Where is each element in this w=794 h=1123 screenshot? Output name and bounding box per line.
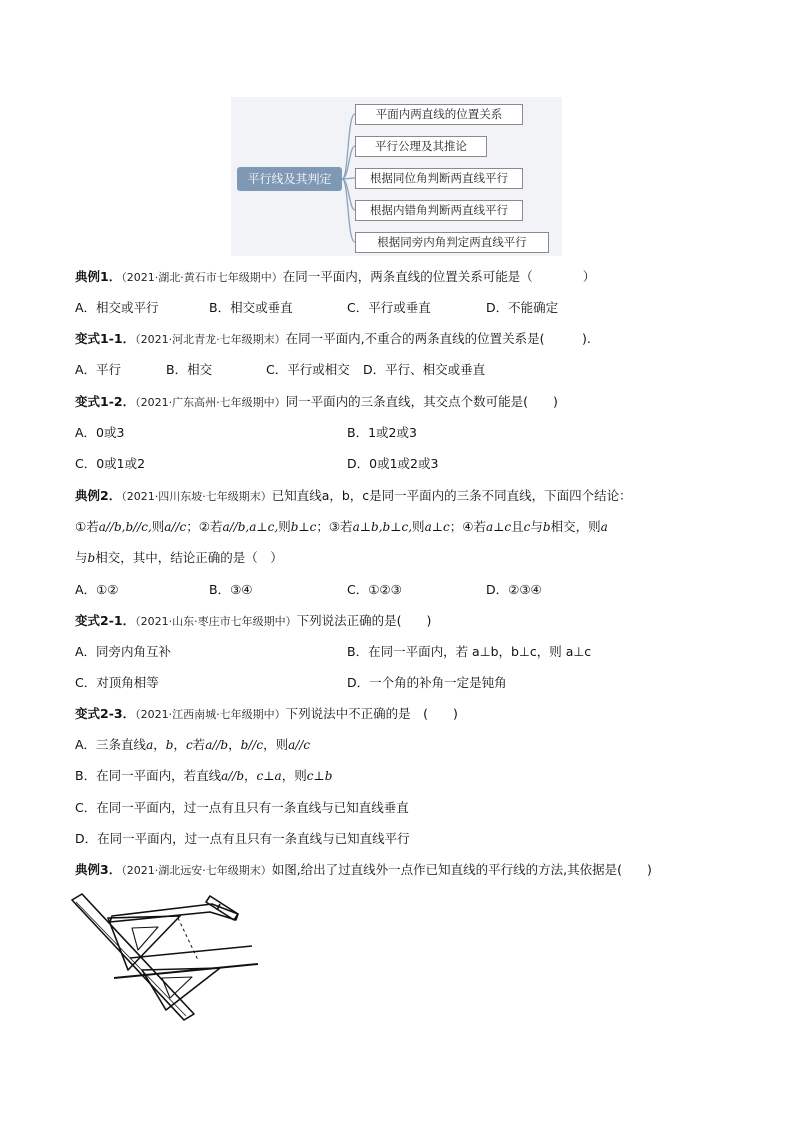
option-b: B．③④: [209, 582, 253, 597]
option-d: D．②③④: [486, 582, 542, 597]
text: ；③若: [316, 519, 353, 534]
text: B．在同一平面内，若直线: [75, 768, 222, 783]
math: b: [87, 551, 96, 565]
question-stem: 已知直线a，b，c是同一平面内的三条不同直线，下面四个结论：: [271, 488, 632, 503]
mindmap-branch-1: 平面内两直线的位置关系: [355, 104, 523, 125]
text: ，: [153, 737, 166, 752]
mindmap-branch-3: 根据同位角判断两直线平行: [355, 168, 523, 189]
option-d: D．在同一平面内，过一点有且只有一条直线与已知直线平行: [75, 831, 410, 846]
question-label: 变式1-1．: [75, 331, 136, 346]
text: 且: [511, 519, 524, 534]
mindmap-root: 平行线及其判定: [237, 167, 342, 191]
math: c: [523, 520, 531, 534]
question-1-2: [75, 394, 558, 411]
question-label: 典例3．: [75, 862, 122, 877]
text: 则: [151, 519, 165, 534]
text: 则: [278, 519, 291, 534]
text: A．三条直线: [75, 737, 147, 752]
math: a//c: [288, 738, 311, 752]
question-stem: 在同一平面内,不重合的两条直线的位置关系是( ).: [285, 331, 591, 346]
text: 相交，其中，结论正确的是（ ）: [95, 550, 283, 565]
question-label: 变式2-1．: [75, 613, 136, 628]
question-source: （2021·湖北·黄石市七年级期中）: [121, 271, 283, 284]
question-3: [75, 862, 652, 879]
option-d: D．不能确定: [486, 300, 559, 315]
question-source: （2021·江西南城·七年级期中）: [135, 708, 286, 721]
option-b: B．相交或垂直: [209, 300, 293, 315]
question-label: 典例2．: [75, 488, 122, 503]
text: ；②若: [186, 519, 223, 534]
option-c: C．在同一平面内，过一点有且只有一条直线与已知直线垂直: [75, 800, 409, 815]
question-label: 变式1-2．: [75, 394, 136, 409]
ruler-triangle-figure: [70, 888, 260, 1028]
text: 相交，则: [550, 519, 601, 534]
question-2-stem-end: [75, 550, 283, 566]
text: 若: [192, 737, 206, 752]
text: 则: [412, 519, 425, 534]
text: ①若: [75, 519, 99, 534]
option-a: A．平行: [75, 362, 122, 377]
question-1: [75, 269, 595, 286]
question-source: （2021·山东·枣庄市七年级期中）: [135, 615, 297, 628]
option-c: C．平行或相交: [266, 362, 350, 377]
question-stem: 同一平面内的三条直线，其交点个数可能是( ): [285, 394, 558, 409]
option-a: A．0或3: [75, 425, 125, 440]
math: c⊥a: [256, 769, 282, 783]
text: ，: [244, 768, 257, 783]
math: c⊥b: [306, 769, 333, 783]
math: a//b: [221, 769, 244, 783]
text: ；④若: [449, 519, 486, 534]
question-stem: 如图,给出了过直线外一点作已知直线的平行线的方法,其依据是( ): [271, 862, 652, 877]
option-b: [75, 768, 332, 784]
option-b: B．相交: [166, 362, 213, 377]
option-c: C．0或1或2: [75, 456, 146, 471]
option-b: B．1或2或3: [347, 425, 417, 440]
math: a⊥c: [485, 520, 512, 534]
math: a: [146, 738, 154, 752]
question-stem: 下列说法正确的是( ): [296, 613, 432, 628]
question-source: （2021·四川东坡·七年级期末）: [121, 490, 272, 503]
math: a//b,a⊥c,: [222, 520, 279, 534]
math: b⊥c: [290, 520, 317, 534]
mindmap-branch-5: 根据同旁内角判定两直线平行: [355, 232, 549, 253]
math: a//b,b//c,: [98, 520, 152, 534]
mindmap-branch-2: 平行公理及其推论: [355, 136, 487, 157]
math: a⊥b,b⊥c,: [352, 520, 413, 534]
question-source: （2021·湖北远安·七年级期末）: [121, 864, 272, 877]
math: a: [600, 520, 608, 534]
option-b: B．在同一平面内，若 a⊥b，b⊥c，则 a⊥c: [347, 644, 592, 659]
option-a: [75, 737, 310, 753]
text: 与: [75, 550, 88, 565]
mindmap: [231, 97, 562, 256]
text: ，: [228, 737, 241, 752]
option-a: A．相交或平行: [75, 300, 159, 315]
question-2-statements: [75, 519, 608, 535]
text: 与: [530, 519, 543, 534]
option-a: A．同旁内角互补: [75, 644, 172, 659]
question-stem: 下列说法中不正确的是 ( ): [285, 706, 458, 721]
question-source: （2021·河北青龙·七年级期末）: [135, 333, 286, 346]
option-d: D．0或1或2或3: [347, 456, 439, 471]
question-stem: 在同一平面内，两条直线的位置关系可能是（ ）: [282, 269, 596, 284]
question-label: 典例1．: [75, 269, 122, 284]
mindmap-branch-4: 根据内错角判断两直线平行: [355, 200, 523, 221]
question-label: 变式2-3．: [75, 706, 136, 721]
text: ，: [173, 737, 186, 752]
option-c: C．对顶角相等: [75, 675, 159, 690]
question-2-1: [75, 613, 431, 630]
option-a: A．①②: [75, 582, 119, 597]
option-d: D．平行、相交或垂直: [363, 362, 486, 377]
option-d: D．一个角的补角一定是钝角: [347, 675, 507, 690]
math: a//c: [164, 520, 187, 534]
math: a//b: [205, 738, 229, 752]
math: b//c: [240, 738, 264, 752]
math: a⊥c: [424, 520, 450, 534]
math: b: [165, 738, 174, 752]
option-c: C．平行或垂直: [347, 300, 431, 315]
question-1-1: [75, 331, 591, 348]
math: b: [542, 520, 551, 534]
text: ，则: [281, 768, 307, 783]
math: c: [185, 738, 193, 752]
text: ，则: [263, 737, 289, 752]
question-2-3: [75, 706, 458, 723]
question-2: [75, 488, 632, 505]
option-c: C．①②③: [347, 582, 402, 597]
question-source: （2021·广东高州·七年级期中）: [135, 396, 286, 409]
